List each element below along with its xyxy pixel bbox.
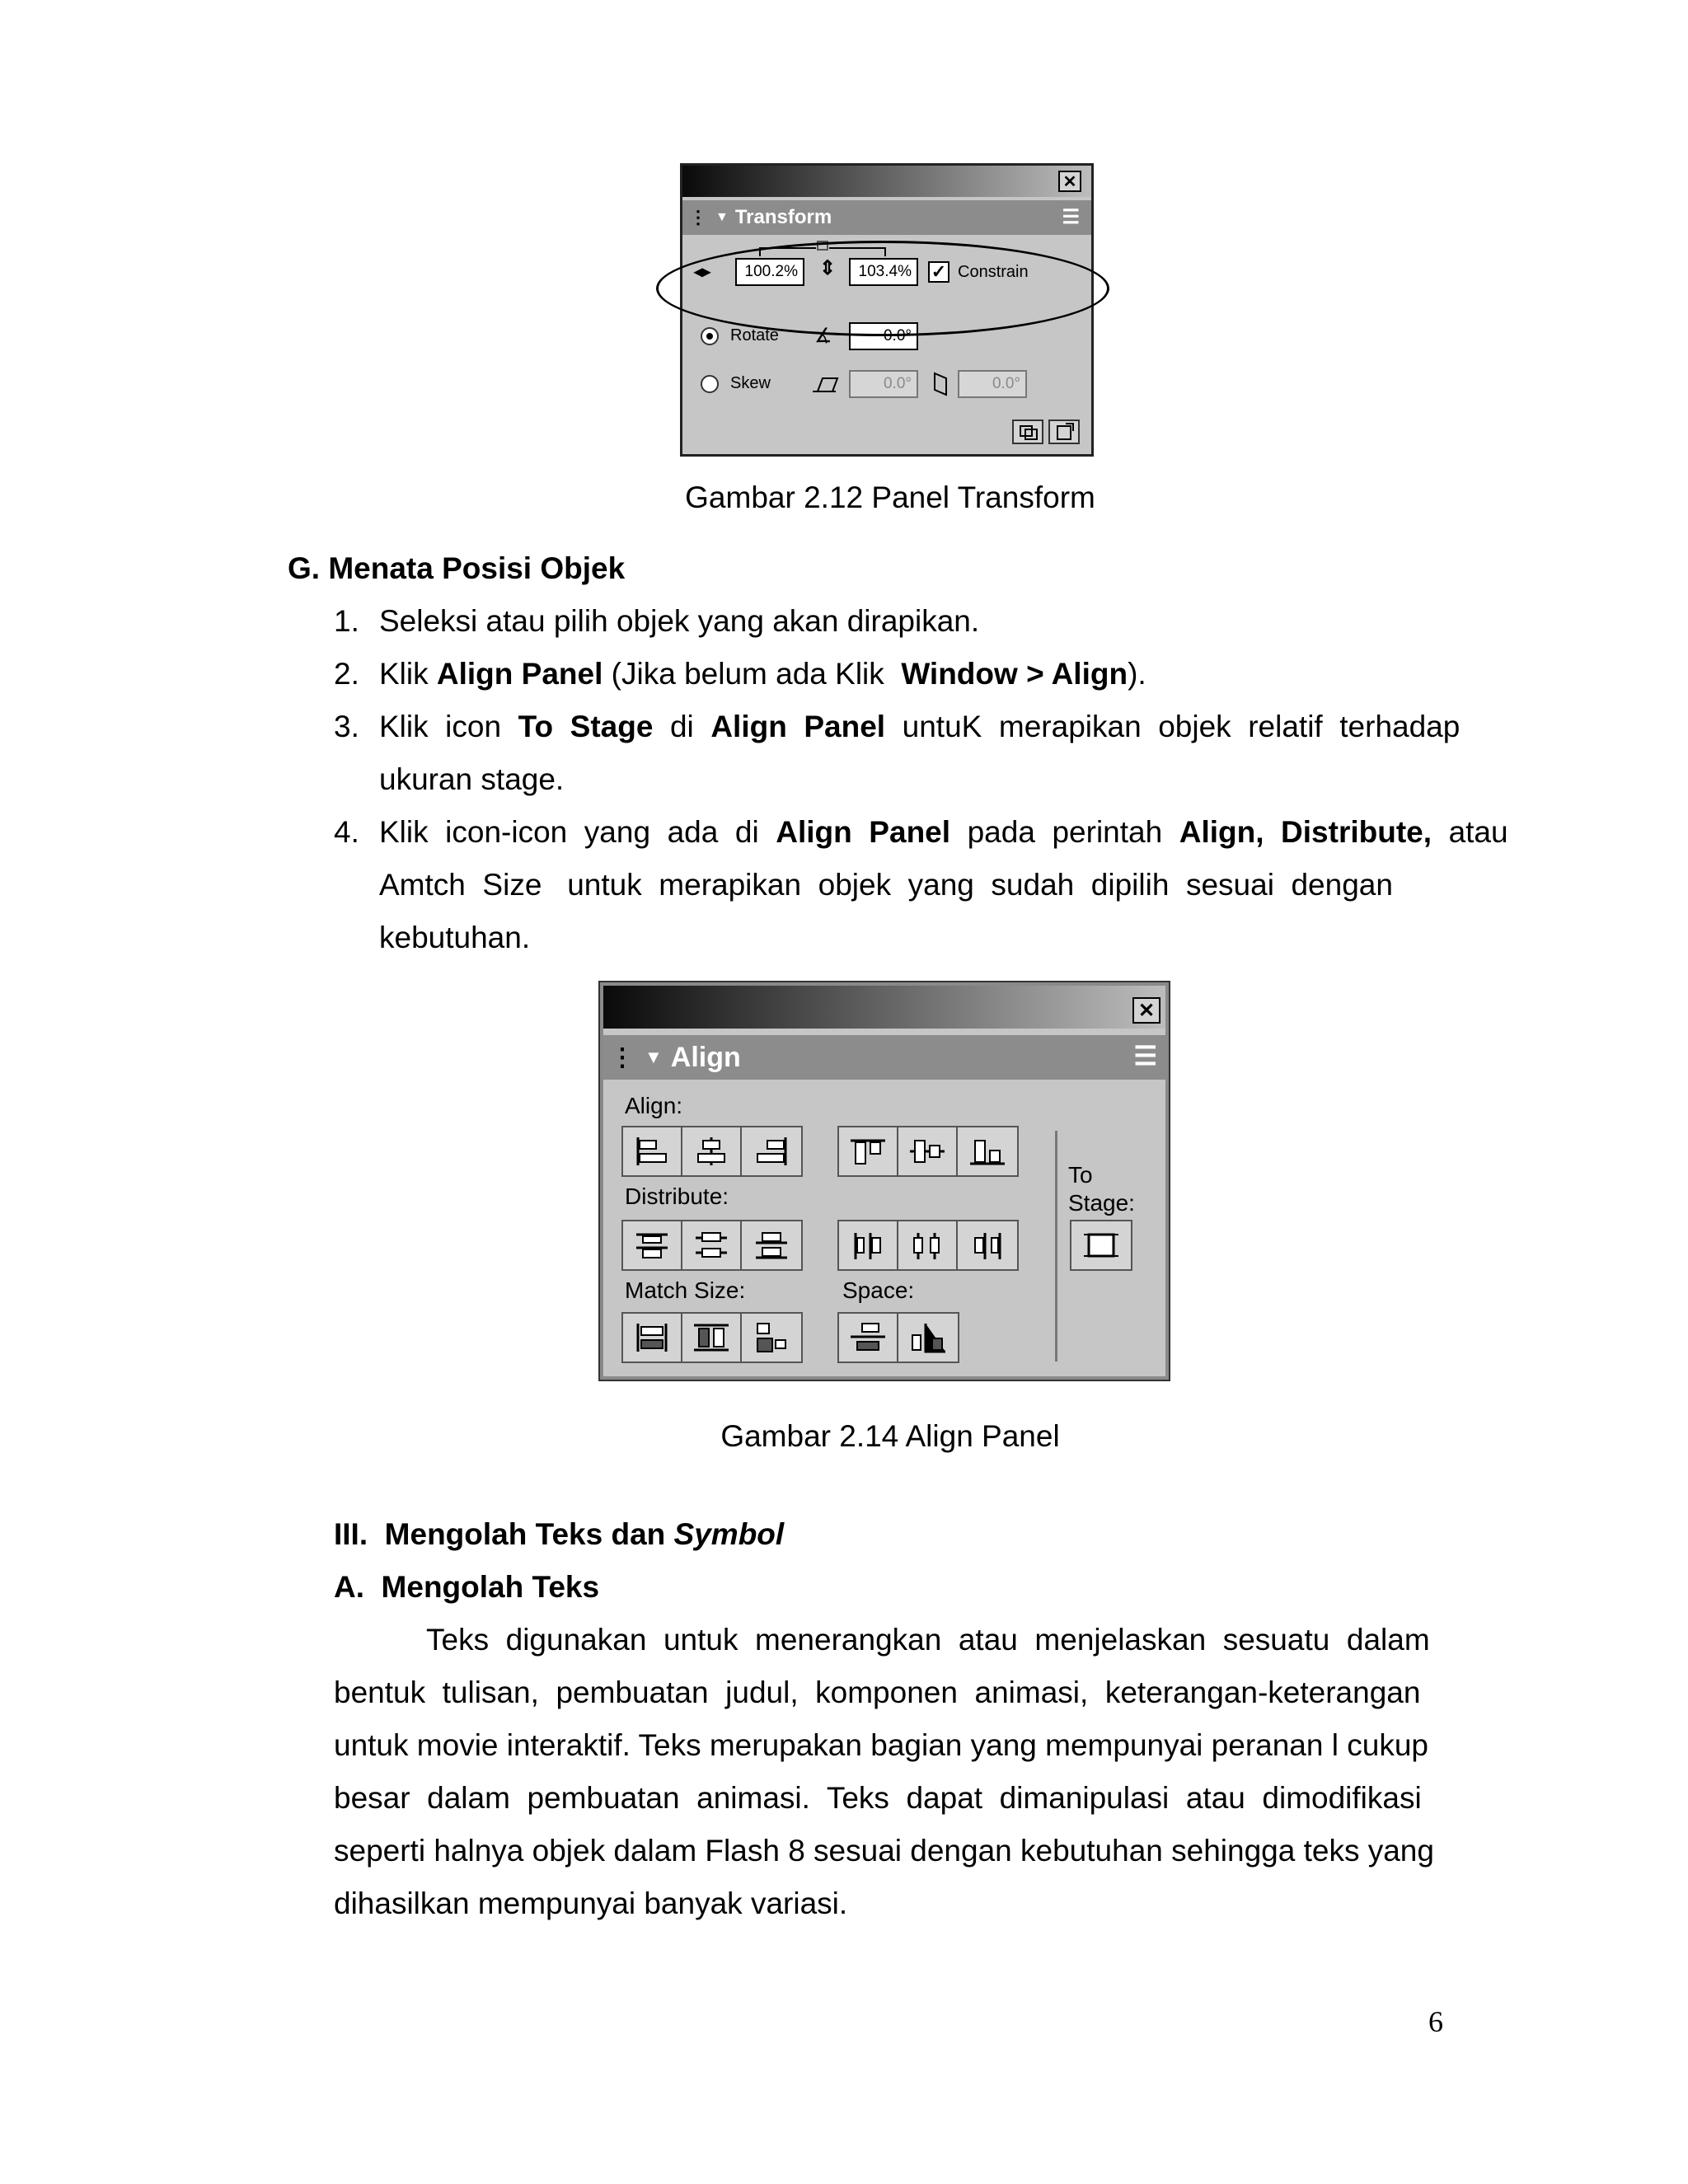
list-number-4: 4. <box>334 815 359 849</box>
panel-title: Align <box>670 1041 741 1073</box>
match-size-label: Match Size: <box>625 1277 746 1303</box>
paragraph-line-3: untuk movie interaktif. Teks merupakan bagian yang mempunyai peranan l cukup <box>334 1728 1428 1762</box>
skew-radio[interactable] <box>701 375 719 393</box>
distribute-horizontal-group <box>837 1220 1019 1271</box>
space-vertical-button[interactable] <box>839 1314 898 1361</box>
grip-icon[interactable]: ⋮ <box>610 1043 635 1071</box>
rotate-radio[interactable] <box>701 327 719 345</box>
align-top-edge-button[interactable] <box>839 1127 898 1175</box>
list-number-1: 1. <box>334 604 359 638</box>
skew-horizontal-icon <box>811 375 839 395</box>
distribute-left-button[interactable] <box>839 1221 898 1269</box>
caption-transform: Gambar 2.12 Panel Transform <box>685 480 1095 514</box>
list-item-2: Klik Align Panel (Jika belum ada Klik Window > Align). <box>379 657 1146 691</box>
list-item-4-cont: Amtch Size untuk merapikan objek yang sudah dipilih sesuai dengan <box>379 868 1393 902</box>
panel-menu-icon[interactable]: ☰ <box>1062 206 1080 228</box>
constrain-checkbox[interactable]: ✓ <box>928 261 950 283</box>
to-stage-label-2: Stage: <box>1068 1190 1135 1216</box>
paragraph-line-4: besar dalam pembuatan animasi. Teks dapat dimanipulasi atau dimodifikasi <box>334 1781 1422 1815</box>
to-stage-button[interactable] <box>1071 1221 1131 1269</box>
grip-icon[interactable]: ⋮ <box>689 207 707 227</box>
distribute-vertical-center-icon <box>691 1228 732 1263</box>
panel-divider <box>1055 1131 1057 1361</box>
match-height-button[interactable] <box>682 1314 742 1361</box>
skew-vertical-icon <box>931 368 951 398</box>
match-width-height-icon <box>751 1320 792 1355</box>
close-icon[interactable]: ✕ <box>1132 997 1160 1024</box>
align-horizontal-center-button[interactable] <box>682 1127 742 1175</box>
panel-title-bar[interactable] <box>603 986 1165 1029</box>
copy-transform-button[interactable] <box>1012 419 1043 444</box>
width-scale-icon: ◂▸ <box>694 263 711 281</box>
space-group <box>837 1312 959 1363</box>
height-scale-icon: ⇕ <box>819 257 837 279</box>
align-vertical-center-button[interactable] <box>898 1127 958 1175</box>
paragraph-line-6: dihasilkan mempunyai banyak variasi. <box>334 1886 848 1920</box>
to-stage-icon <box>1081 1228 1122 1263</box>
to-stage-group <box>1070 1220 1132 1271</box>
page-number: 6 <box>1428 2005 1443 2038</box>
copy-transform-icon <box>1014 421 1042 443</box>
align-left-edge-icon <box>631 1134 673 1169</box>
distribute-horizontal-center-icon <box>907 1228 948 1263</box>
paragraph-line-1: Teks digunakan untuk menerangkan atau menjelaskan sesuatu dalam <box>426 1623 1430 1657</box>
align-top-edge-icon <box>847 1134 889 1169</box>
space-label: Space: <box>842 1277 915 1303</box>
align-right-edge-icon <box>751 1134 792 1169</box>
distribute-label: Distribute: <box>625 1183 729 1209</box>
list-number-3: 3. <box>334 710 359 743</box>
distribute-horizontal-center-button[interactable] <box>898 1221 958 1269</box>
align-vertical-group <box>837 1126 1019 1177</box>
align-vertical-center-icon <box>907 1134 948 1169</box>
distribute-right-button[interactable] <box>958 1221 1017 1269</box>
skew-horizontal-input[interactable]: 0.0° <box>849 370 918 398</box>
collapse-triangle-icon[interactable]: ▼ <box>645 1047 663 1067</box>
reset-transform-button[interactable] <box>1048 419 1080 444</box>
space-horizontal-button[interactable] <box>898 1314 958 1361</box>
align-label: Align: <box>625 1093 683 1118</box>
rotate-angle-icon: ∡ <box>814 325 832 347</box>
close-icon[interactable]: ✕ <box>1058 171 1081 192</box>
skew-vertical-input[interactable]: 0.0° <box>958 370 1027 398</box>
collapse-triangle-icon[interactable]: ▼ <box>715 210 729 224</box>
list-item-3: Klik icon To Stage di Align Panel untuK merapikan objek relatif terhadap <box>379 710 1461 743</box>
match-height-icon <box>691 1320 732 1355</box>
space-vertical-icon <box>847 1320 889 1355</box>
section-iii-heading: III. Mengolah Teks dan Symbol <box>334 1517 785 1551</box>
distribute-left-icon <box>847 1228 889 1263</box>
skew-label: Skew <box>730 374 771 392</box>
distribute-vertical-group <box>621 1220 803 1271</box>
distribute-top-button[interactable] <box>623 1221 682 1269</box>
distribute-right-icon <box>967 1228 1008 1263</box>
rotate-input[interactable]: 0.0° <box>849 322 918 350</box>
width-scale-input[interactable]: 100.2% <box>735 258 804 286</box>
panel-header[interactable] <box>603 1035 1165 1080</box>
align-horizontal-group <box>621 1126 803 1177</box>
list-item-4-cont2: kebutuhan. <box>379 921 531 954</box>
caption-align: Gambar 2.14 Align Panel <box>720 1419 1060 1453</box>
to-stage-label-1: To <box>1068 1162 1093 1188</box>
paragraph-line-5: seperti halnya objek dalam Flash 8 sesuai dengan kebutuhan sehingga teks yang <box>334 1834 1434 1868</box>
reset-transform-icon <box>1050 421 1078 443</box>
distribute-vertical-center-button[interactable] <box>682 1221 742 1269</box>
align-horizontal-center-icon <box>691 1134 732 1169</box>
list-item-4: Klik icon-icon yang ada di Align Panel pada perintah Align, Distribute, atau <box>379 815 1508 849</box>
align-panel <box>600 982 1169 1380</box>
paragraph-line-2: bentuk tulisan, pembuatan judul, komponen animasi, keterangan-keterangan <box>334 1675 1421 1709</box>
distribute-bottom-button[interactable] <box>742 1221 801 1269</box>
list-item-1: Seleksi atau pilih objek yang akan dirapikan. <box>379 604 980 638</box>
section-g-heading: G. Menata Posisi Objek <box>288 551 626 585</box>
match-width-icon <box>631 1320 673 1355</box>
constrain-label: Constrain <box>958 263 1029 281</box>
panel-title-bar[interactable] <box>682 166 1091 197</box>
match-width-height-button[interactable] <box>742 1314 801 1361</box>
align-bottom-edge-icon <box>967 1134 1008 1169</box>
match-size-group <box>621 1312 803 1363</box>
distribute-top-icon <box>631 1228 673 1263</box>
highlight-ellipse <box>656 241 1109 336</box>
panel-header[interactable] <box>682 200 1091 235</box>
align-left-edge-button[interactable] <box>623 1127 682 1175</box>
align-right-edge-button[interactable] <box>742 1127 801 1175</box>
section-a-heading: A. Mengolah Teks <box>334 1570 600 1604</box>
space-horizontal-icon <box>907 1320 949 1355</box>
panel-title: Transform <box>734 206 832 228</box>
list-item-3-cont: ukuran stage. <box>379 762 565 796</box>
match-width-button[interactable] <box>623 1314 682 1361</box>
rotate-label: Rotate <box>730 326 779 344</box>
panel-menu-icon[interactable]: ☰ <box>1133 1041 1157 1071</box>
height-scale-input[interactable]: 103.4% <box>849 258 918 286</box>
align-bottom-edge-button[interactable] <box>958 1127 1017 1175</box>
distribute-bottom-icon <box>751 1228 792 1263</box>
list-number-2: 2. <box>334 657 359 691</box>
